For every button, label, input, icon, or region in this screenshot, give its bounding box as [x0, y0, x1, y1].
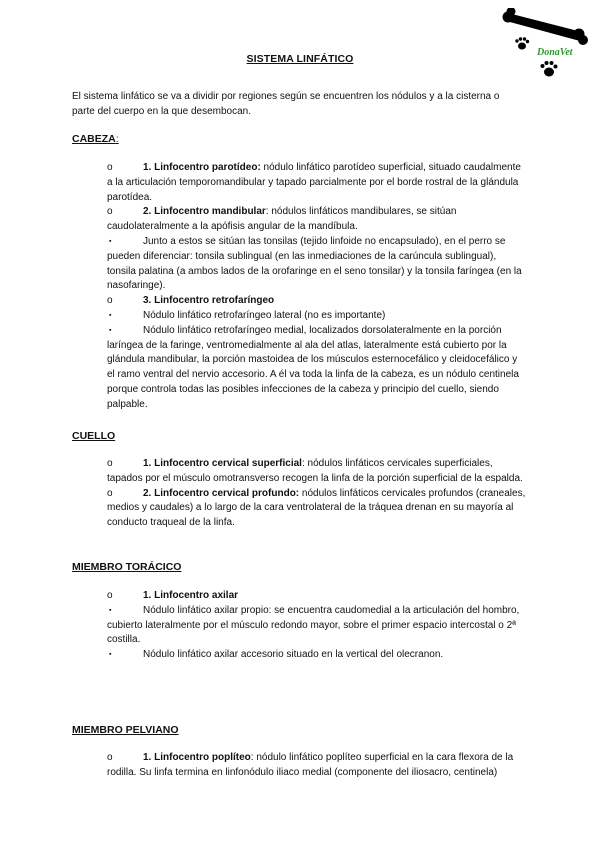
list-item: o 1. Linfocentro cervical superficial: nódulos linfáticos cervicales superficiales, tapados por el músculo omotransverso recogen la linfa de la porción superficial de la espalda.: [107, 458, 523, 484]
circle-bullet: o: [107, 752, 113, 763]
list-item: o 1. Linfocentro poplíteo: nódulo linfático poplíteo superficial en la cara flexora de la rodilla. Su linfa termina en linfonódulo iliaco medial (componente del iliosacro, centinela): [107, 752, 514, 778]
bone-icon: [503, 8, 589, 45]
section-pelviano: [107, 751, 527, 781]
list-item: ▪ Nódulo linfático axilar accesorio situado en la vertical del olecranon.: [107, 648, 527, 663]
square-bullet: ▪: [109, 606, 112, 614]
section-heading-pelviano: MIEMBRO PELVIANO: [72, 724, 179, 736]
circle-bullet: o: [107, 162, 113, 173]
list-item: o 1. Linfocentro parotídeo: nódulo linfático parotídeo superficial, situado caudalmente a la articulación temporomandibular y tapado parcialmente por el borde rostral de la glándula parotídea.: [107, 162, 521, 203]
square-bullet: ▪: [109, 651, 112, 659]
circle-bullet: o: [107, 206, 113, 218]
circle-bullet: o: [107, 487, 113, 499]
list-item: o 3. Linfocentro retrofaríngeo: [107, 294, 527, 309]
document-title: SISTEMA LINFÁTICO: [246, 53, 354, 65]
donavet-logo: [500, 8, 590, 86]
list-item: o 2. Linfocentro mandibular: nódulos linfáticos mandibulares, se sitúan caudolateralmente a la apófisis angular de la mandíbula.: [107, 206, 457, 233]
logo-brand-text: DonaVet: [537, 47, 573, 58]
list-item: ▪ Nódulo linfático retrofaríngeo lateral (no es importante): [107, 309, 527, 324]
list-item: o 2. Linfocentro cervical profundo: nódulos linfáticos cervicales profundos (craneales, medios y caudales) a lo largo de la cara ventrolateral de la tráquea drenan en su mayoría al conducto traqueal de la linfa.: [107, 487, 526, 529]
square-bullet: ▪: [109, 311, 112, 319]
section-cuello: [107, 457, 527, 531]
section-cabeza: [107, 161, 527, 413]
list-item: o 1. Linfocentro axilar: [107, 589, 527, 604]
circle-bullet: o: [107, 295, 113, 307]
square-bullet: ▪: [109, 237, 112, 245]
square-bullet: ▪: [109, 326, 112, 334]
paw-print-icon: [515, 37, 529, 49]
section-heading-cuello: CUELLO: [72, 430, 116, 442]
section-heading-cabeza: CABEZA:: [72, 133, 119, 145]
list-item: ▪ Nódulo linfático axilar propio: se encuentra caudomedial a la articulación del hombro, cubierto lateralmente por el músculo redondo mayor, sobre el primer espacio intercostal o 2ª costilla.: [107, 604, 520, 646]
list-item: ▪ Junto a estos se sitúan las tonsilas (tejido linfoide no encapsulado), en el perro se pueden diferenciar: tonsila sublingual (en las inmediaciones de la carúncula sublingual), tonsila palatina (a ambos lados de la orofaringe en el seno tonsilar) y la tonsila faríngea (en la nasofaringe).: [107, 235, 522, 292]
circle-bullet: o: [107, 590, 113, 601]
section-heading-toracico: MIEMBRO TORÁCICO: [72, 561, 182, 573]
circle-bullet: o: [107, 458, 113, 469]
section-toracico: [107, 589, 527, 663]
intro-paragraph: El sistema linfático se va a dividir por regiones según se encuentren los nódulos y a la cisterna o parte del cuerpo en la que desembocan.: [72, 91, 500, 117]
list-item: ▪ Nódulo linfático retrofaríngeo medial, localizados dorsolateralmente en la porción laríngea de la faringe, ventromedialmente al ala del atlas, lateralmente está cubierto por la glándula mandibular, la porción mastoidea de los músculos esternocefálico y cleidocefálico y el ramo ventral del nervio accesorio. A él va toda la linfa de la cabeza, es un nódulo centinela porque controla todas las posibles infecciones de la cabeza y principio del cuello, siendo palpable.: [107, 324, 519, 410]
